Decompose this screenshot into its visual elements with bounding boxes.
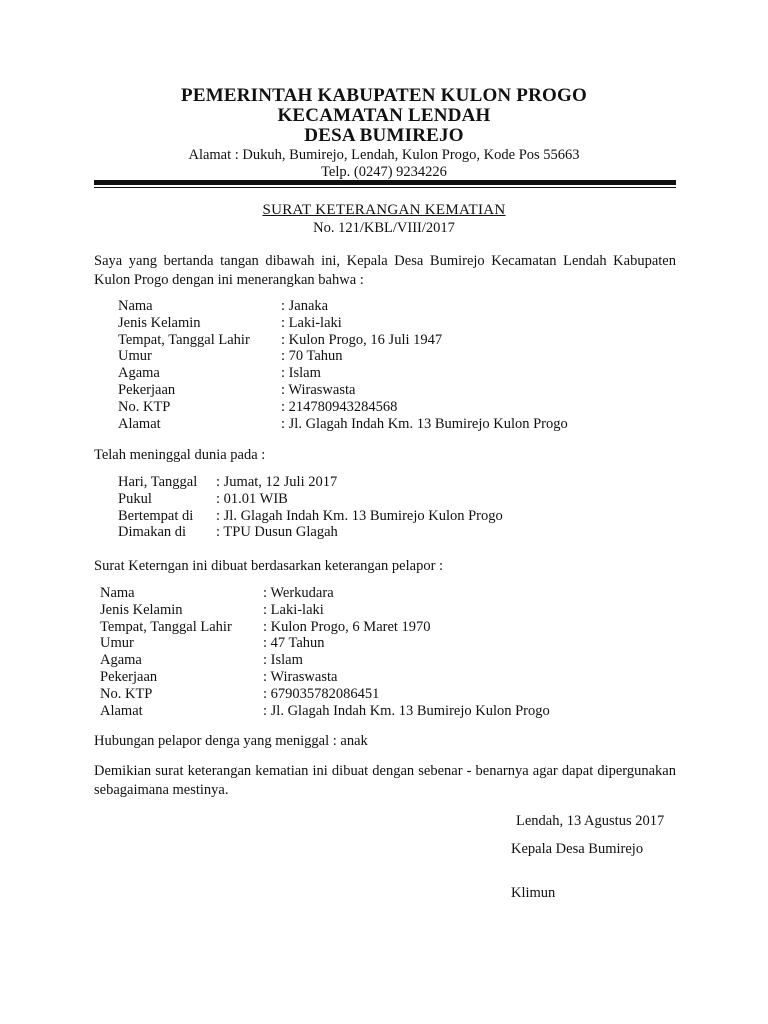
death-intro: Telah meninggal dunia pada : — [94, 447, 266, 463]
closing-paragraph: Demikian surat keterangan kematian ini dibuat dengan sebenar - benarnya agar dapat dipergunakan sebagaimana mestinya. — [94, 763, 676, 798]
document-title: SURAT KETERANGAN KEMATIAN — [262, 202, 506, 218]
deceased-row — [118, 332, 568, 349]
field-label: Dimakan di — [118, 524, 187, 541]
deceased-row — [118, 298, 568, 315]
government-name: PEMERINTAH KABUPATEN KULON PROGO — [181, 85, 587, 106]
reporter-details-table — [100, 585, 550, 719]
death-details-table — [118, 474, 503, 541]
relation-line: Hubungan pelapor denga yang meniggal : anak — [94, 733, 368, 749]
document-title-block — [0, 201, 768, 237]
field-label: Umur — [118, 348, 152, 365]
field-label: Pukul — [118, 490, 152, 507]
field-value: : Jl. Glagah Indah Km. 13 Bumirejo Kulon Progo — [216, 507, 503, 524]
letterhead-divider-thick — [94, 180, 676, 185]
field-value: : Werkudara — [263, 585, 334, 601]
letterhead — [0, 86, 768, 181]
field-label: Pekerjaan — [100, 668, 158, 685]
field-value: : Jl. Glagah Indah Km. 13 Bumirejo Kulon Progo — [281, 415, 568, 432]
field-value: : Laki-laki — [263, 601, 324, 618]
field-label: Jenis Kelamin — [100, 601, 183, 618]
field-label: Agama — [118, 365, 160, 382]
field-label: Agama — [100, 652, 142, 669]
deceased-row — [118, 416, 568, 433]
field-value: : Laki-laki — [281, 314, 342, 331]
death-row — [118, 474, 503, 491]
deceased-row — [118, 399, 568, 416]
field-value: : TPU Dusun Glagah — [216, 524, 338, 541]
death-row — [118, 491, 503, 508]
reporter-row — [100, 669, 550, 686]
deceased-row — [118, 348, 568, 365]
phone-line: Telp. (0247) 9234226 — [321, 164, 447, 180]
deceased-details-table — [118, 298, 568, 432]
field-value: : Islam — [263, 652, 303, 669]
field-value: : 47 Tahun — [263, 635, 325, 652]
reporter-row — [100, 635, 550, 652]
field-value: : 70 Tahun — [281, 348, 343, 365]
document-number: No. 121/KBL/VIII/2017 — [313, 220, 455, 236]
field-value: : Kulon Progo, 16 Juli 1947 — [281, 331, 443, 348]
field-label: Nama — [118, 298, 153, 314]
reporter-intro: Surat Keterngan ini dibuat berdasarkan keterangan pelapor : — [94, 558, 444, 574]
death-row — [118, 524, 503, 541]
address-line: Alamat : Dukuh, Bumirejo, Lendah, Kulon Progo, Kode Pos 55663 — [188, 147, 580, 163]
field-label: Bertempat di — [118, 507, 194, 524]
field-value: : Janaka — [281, 298, 329, 314]
field-label: Jenis Kelamin — [118, 314, 201, 331]
deceased-row — [118, 365, 568, 382]
field-label: No. KTP — [100, 685, 153, 702]
field-value: : Jumat, 12 Juli 2017 — [216, 474, 338, 490]
reporter-row — [100, 703, 550, 720]
reporter-row — [100, 652, 550, 669]
deceased-row — [118, 315, 568, 332]
intro-paragraph: Saya yang bertanda tangan dibawah ini, Kepala Desa Bumirejo Kecamatan Lendah Kabupaten Kulon Progo dengan ini menerangkan bahwa : — [94, 253, 676, 288]
field-value: : Kulon Progo, 6 Maret 1970 — [263, 618, 431, 635]
field-value: : Islam — [281, 365, 321, 382]
field-label: Alamat — [118, 415, 161, 432]
field-label: Hari, Tanggal — [118, 474, 198, 490]
reporter-row — [100, 602, 550, 619]
field-value: : 214780943284568 — [281, 398, 398, 415]
field-label: Nama — [100, 585, 135, 601]
letterhead-divider-thin — [94, 187, 676, 188]
field-value: : Wiraswasta — [263, 668, 338, 685]
field-label: Tempat, Tanggal Lahir — [100, 618, 232, 635]
field-label: Alamat — [100, 702, 143, 719]
field-value: : 01.01 WIB — [216, 490, 288, 507]
reporter-row — [100, 619, 550, 636]
field-value: : Jl. Glagah Indah Km. 13 Bumirejo Kulon Progo — [263, 702, 550, 719]
reporter-row — [100, 585, 550, 602]
field-label: Umur — [100, 635, 134, 652]
field-value: : Wiraswasta — [281, 381, 356, 398]
field-label: Tempat, Tanggal Lahir — [118, 331, 250, 348]
death-row — [118, 508, 503, 525]
field-label: Pekerjaan — [118, 381, 176, 398]
deceased-row — [118, 382, 568, 399]
village-name: DESA BUMIREJO — [304, 125, 464, 146]
reporter-row — [100, 686, 550, 703]
field-value: : 679035782086451 — [263, 685, 380, 702]
signature-position: Kepala Desa Bumirejo — [511, 841, 644, 857]
signature-place-date: Lendah, 13 Agustus 2017 — [516, 813, 665, 829]
field-label: No. KTP — [118, 398, 171, 415]
signature-name: Klimun — [511, 885, 556, 901]
district-name: KECAMATAN LENDAH — [277, 105, 491, 126]
